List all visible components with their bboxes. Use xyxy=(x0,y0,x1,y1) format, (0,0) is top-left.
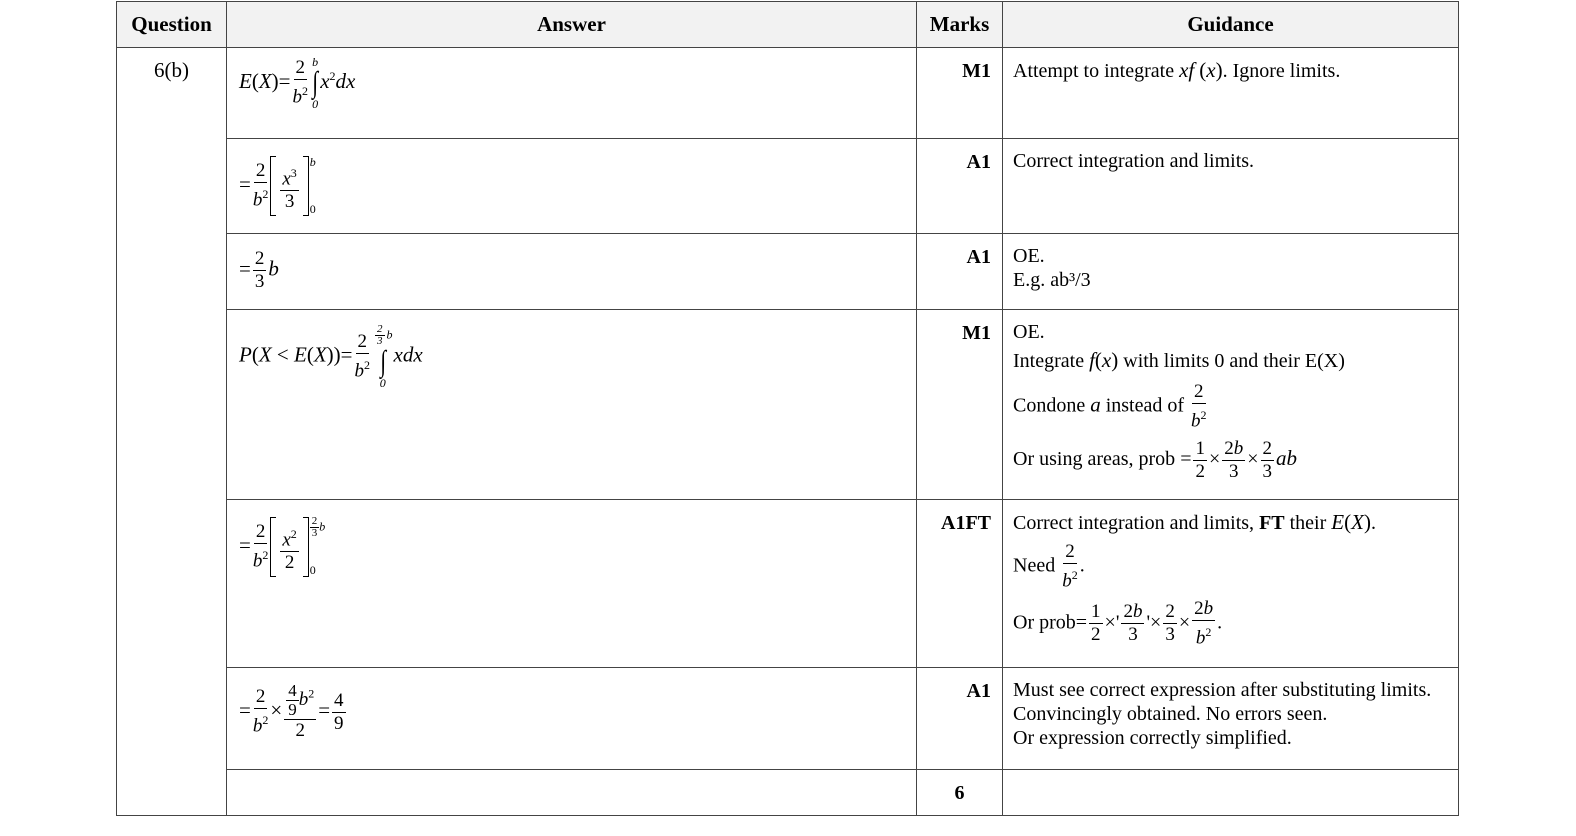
mark-cell: A1 xyxy=(917,668,1003,770)
guidance-cell: Attempt to integrate xf (x). Ignore limits. xyxy=(1003,48,1459,139)
guidance-cell: Must see correct expression after substituting limits. Convincingly obtained. No errors seen. Or expression correctly simplified. xyxy=(1003,668,1459,770)
table-row xyxy=(117,234,1459,310)
guidance-cell: OE. Integrate f(x) with limits 0 and their E(X) Condone a instead of $\frac{2}{b^2}$ Or using areas, prob = $\frac{1}{2}$ × $\frac{2b}{3}$ × $\frac{2}{3}$ ab xyxy=(1003,310,1459,500)
table-row xyxy=(117,139,1459,234)
answer-formula: = $\frac{2}{b^2}$ $\frac{x^2}{2}$ $\frac{2}{3}$ b 0 xyxy=(239,515,326,577)
answer-cell xyxy=(227,500,917,668)
header-row xyxy=(117,2,1459,48)
answer-cell xyxy=(227,310,917,500)
mark-cell: A1 xyxy=(917,234,1003,310)
answer-formula: = $\frac{2}{b^2}$ × $\frac{4}{9}$ $b^2$ 2 = $\frac{4}{9}$ xyxy=(239,681,344,741)
mark-cell: M1 xyxy=(917,48,1003,139)
answer-formula: E(X)= $\frac{2}{b^2}$ b ∫ 0 $x^2dx$ xyxy=(239,55,356,111)
header-answer: Answer xyxy=(227,2,917,48)
total-row xyxy=(117,770,1459,816)
mark-cell: A1 xyxy=(917,139,1003,234)
answer-formula: = $\frac{2}{3}$ b xyxy=(239,248,279,292)
total-mark: 6 xyxy=(917,770,1003,816)
answer-cell xyxy=(227,48,917,139)
header-guidance: Guidance xyxy=(1003,2,1459,48)
answer-formula: P(X < E(X))= $\frac{2}{b^2}$ $\frac{2}{3}$ b ∫ 0 xdx xyxy=(239,323,423,390)
guidance-cell: Correct integration and limits. xyxy=(1003,139,1459,234)
mark-scheme-table xyxy=(116,1,1459,816)
answer-cell xyxy=(227,139,917,234)
guidance-cell-empty xyxy=(1003,770,1459,816)
answer-formula: = $\frac{2}{b^2}$ $\frac{x^3}{3}$ b 0 xyxy=(239,155,316,216)
answer-cell-empty xyxy=(227,770,917,816)
table-row xyxy=(117,500,1459,668)
question-number: 6(b) xyxy=(117,48,227,816)
guidance-cell: Correct integration and limits, FT their E(X). Need $\frac{2}{b^2}$ . Or prob= $\frac{1}{2}$ ×' $\frac{2b}{3}$ '× $\frac{2}{3}$ × $\frac{2b}{b^2}$ . xyxy=(1003,500,1459,668)
mark-cell: A1FT xyxy=(917,500,1003,668)
table-row xyxy=(117,48,1459,139)
guidance-cell: OE. E.g. ab³/3 xyxy=(1003,234,1459,310)
header-question: Question xyxy=(117,2,227,48)
header-marks: Marks xyxy=(917,2,1003,48)
table-row xyxy=(117,668,1459,770)
mark-cell: M1 xyxy=(917,310,1003,500)
answer-cell xyxy=(227,668,917,770)
table-row xyxy=(117,310,1459,500)
answer-cell xyxy=(227,234,917,310)
